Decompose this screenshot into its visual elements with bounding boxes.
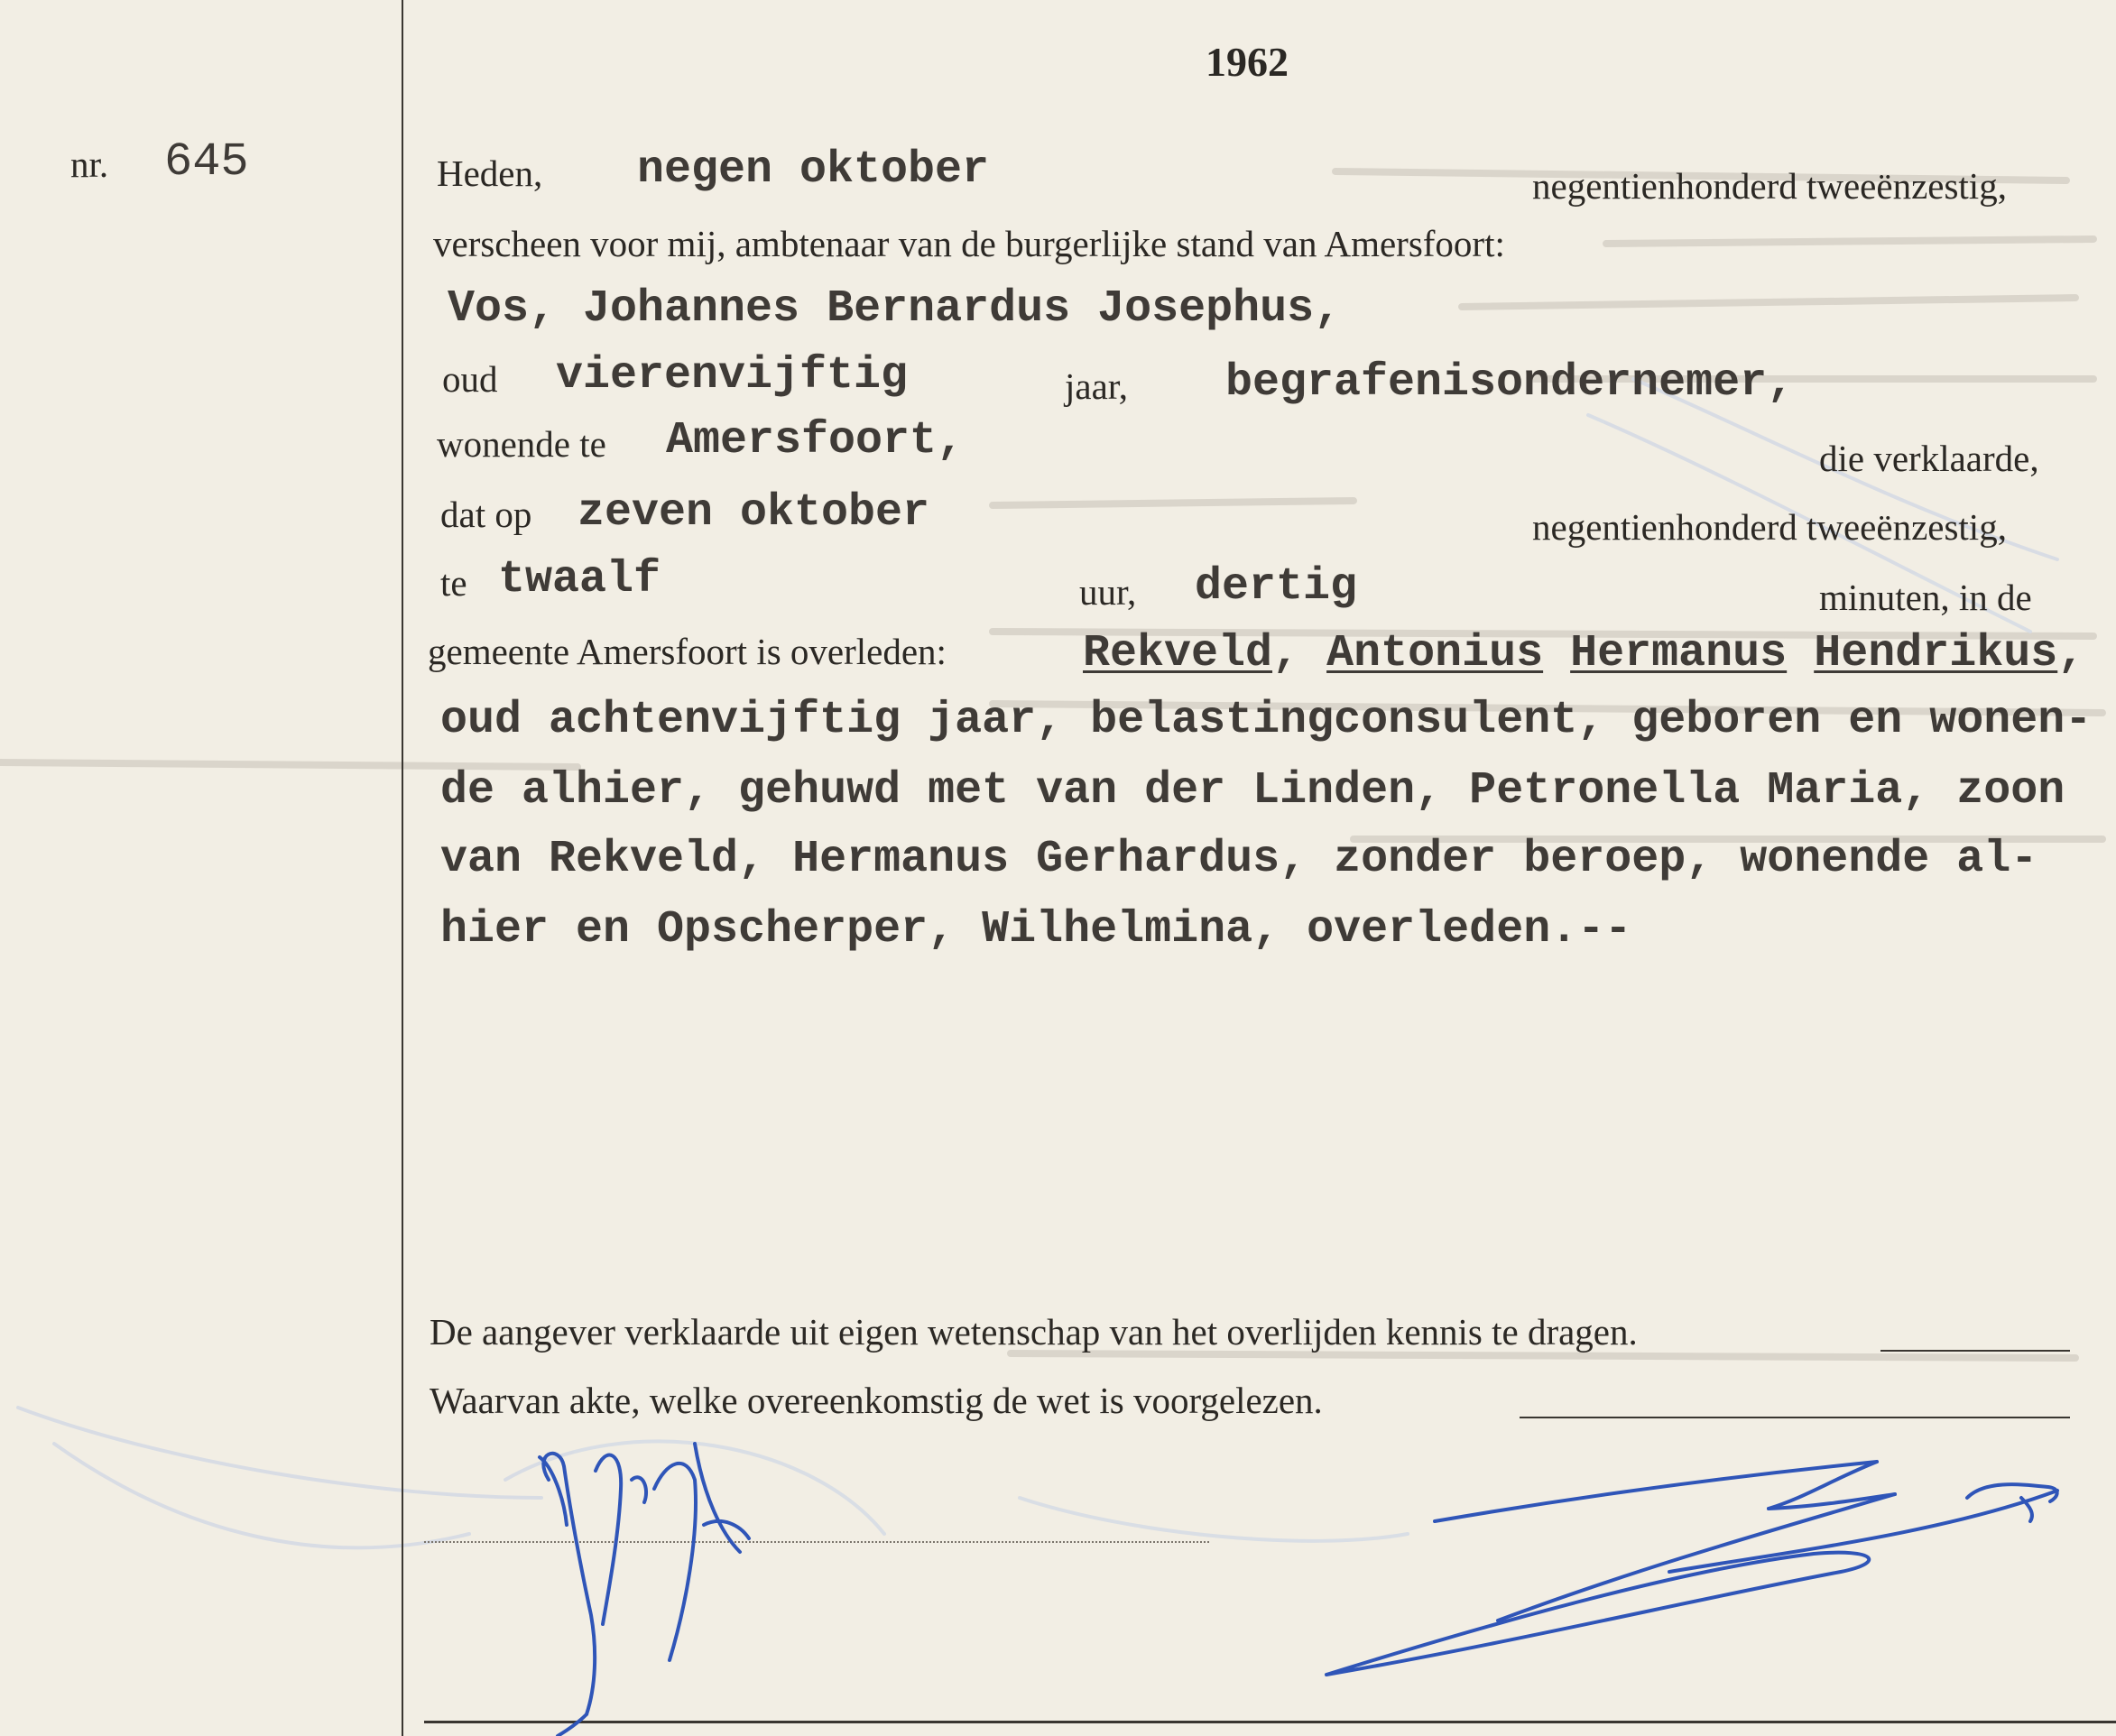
decedent-surname: Rekveld (1083, 628, 1273, 679)
printed-wonende-te: wonende te (437, 423, 606, 465)
printed-te: te (440, 562, 467, 604)
printed-oud-1: oud (442, 358, 498, 400)
printed-appeared-before: verscheen voor mij, ambtenaar van de burgerlijke stand van Amersfoort: (433, 223, 1505, 264)
typed-informant-occupation: begrafenisondernemer, (1225, 357, 1795, 409)
record-number-label: nr. (70, 143, 109, 185)
typed-informant-age: vierenvijftig (556, 350, 909, 402)
official-signature (1326, 1462, 2057, 1675)
printed-overleden: gemeente Amersfoort is overleden: (428, 631, 947, 672)
typed-death-minutes: dertig (1195, 561, 1358, 613)
closing-statement-1: De aangever verklaarde uit eigen wetenschap van het overlijden kennis te dragen. (430, 1311, 1638, 1353)
printed-dat-op: dat op (440, 494, 532, 535)
decedent-given-name-3: Hendrikus (1814, 628, 2058, 679)
printed-minuten-in-de: minuten, in de (1819, 577, 2032, 618)
typed-death-hour: twaalf (498, 554, 661, 605)
printed-heden: Heden, (437, 152, 543, 194)
typed-decedent-details-3: van Rekveld, Hermanus Gerhardus, zonder beroep, wonende al- (440, 834, 2038, 885)
closing-statement-2: Waarvan akte, welke overeenkomstig de wet is voorgelezen. (430, 1380, 1323, 1421)
decedent-given-name-1: Antonius (1326, 628, 1544, 679)
decedent-name-comma-2: , (2057, 628, 2085, 679)
printed-die-verklaarde: die verklaarde, (1819, 438, 2039, 479)
typed-registration-date: negen oktober (637, 144, 990, 196)
decedent-name-comma-1: , (1272, 628, 1300, 679)
typed-informant-residence: Amersfoort, (666, 415, 965, 466)
typed-decedent-details-1: oud achtenvijftig jaar, belastingconsulent, geboren en wonen- (440, 695, 2093, 746)
printed-uur: uur, (1079, 571, 1137, 613)
record-number-value: 645 (164, 135, 249, 189)
printed-year-text-2: negentienhonderd tweeënzestig, (1532, 506, 2007, 548)
typed-informant-name: Vos, Johannes Bernardus Josephus, (448, 283, 1342, 335)
typed-decedent-details-2: de alhier, gehuwd met van der Linden, Petronella Maria, zoon (440, 765, 2065, 817)
printed-year-text-1: negentienhonderd tweeënzestig, (1532, 165, 2007, 207)
informant-signature (540, 1444, 749, 1736)
printed-jaar-1: jaar, (1065, 365, 1129, 407)
typed-death-date: zeven oktober (578, 487, 930, 539)
decedent-given-name-2: Hermanus (1570, 628, 1788, 679)
page-year: 1962 (1206, 39, 1289, 85)
typed-decedent-details-4: hier en Opscherper, Wilhelmina, overleden.-- (440, 904, 1632, 956)
